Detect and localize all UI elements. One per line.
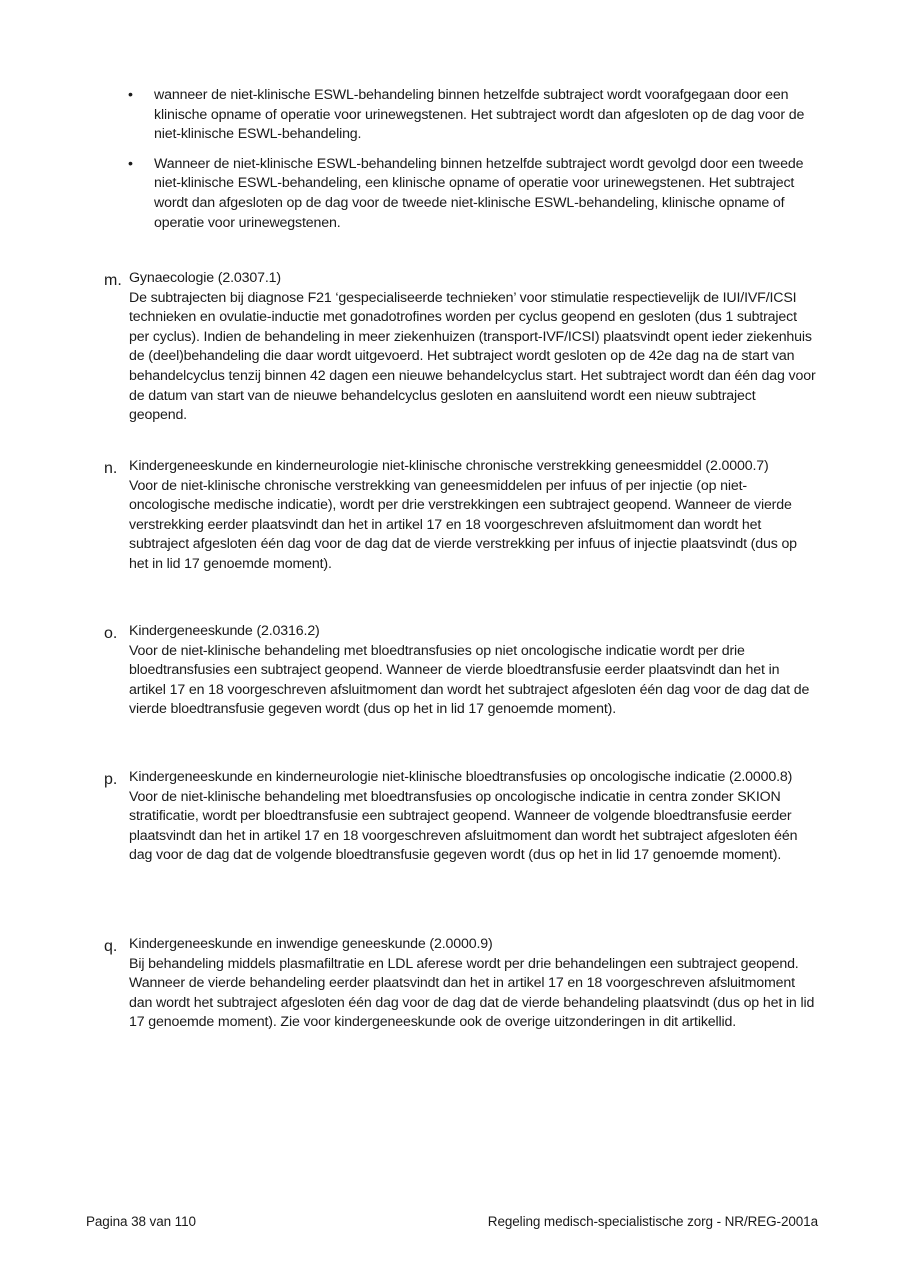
section-body: De subtrajecten bij diagnose F21 ‘gespecialiseerde technieken’ voor stimulatie respectievelijk de IUI/IVF/ICSI technieken en ovulatie-inductie met gonadotrofines worden per cyclus geopend en gesloten (dus 1 subtraject per cyclus). Indien de behandeling in meer ziekenhuizen (transport-IVF/ICSI) plaatsvindt opent ieder ziekenhuis de (deel)behandeling die daar wordt uitgevoerd. Het subtraject wordt gesloten op de 42e dag na de start van behandelcyclus tenzij binnen 42 dagen een nieuwe behandelcyclus start. Het subtraject wordt dan één dag voor de datum van start van de nieuwe behandelcyclus gesloten en aansluitend wordt een nieuw subtraject geopend.	[129, 289, 816, 424]
bullet-icon: •	[128, 87, 133, 103]
bullet-item	[128, 86, 808, 145]
section-n	[104, 457, 816, 575]
section-m	[104, 269, 816, 426]
section-title: Kindergeneeskunde en inwendige geneeskunde (2.0000.9)	[129, 936, 493, 952]
section-letter: m.	[104, 272, 122, 289]
section-body: Voor de niet-klinische behandeling met bloedtransfusies op oncologische indicatie in centra zonder SKION stratificatie, wordt per bloedtransfusie een subtraject geopend. Wanneer de volgende bloedtransfusie eerder plaatsvindt dan het in artikel 17 en 18 voorgeschreven afsluitmoment dan wordt het subtraject afgesloten één dag voor de dag dat de volgende bloedtransfusie gegeven wordt (dus op het in lid 17 genoemde moment).	[129, 788, 798, 864]
section-title: Kindergeneeskunde (2.0316.2)	[129, 623, 320, 639]
section-body: Bij behandeling middels plasmafiltratie en LDL aferese wordt per drie behandelingen een subtraject geopend. Wanneer de vierde behandeling eerder plaatsvindt dan het in artikel 17 en 18 voorgeschreven afsluitmoment dan wordt het subtraject afgesloten één dag voor de dag dat de vierde behandeling plaatsvindt (dus op het in lid 17 genoemde moment). Zie voor kindergeneeskunde ook de overige uitzonderingen in dit artikellid.	[129, 955, 815, 1031]
bullet-item	[128, 155, 808, 233]
section-body: Voor de niet-klinische behandeling met bloedtransfusies op niet oncologische indicatie wordt per drie bloedtransfusies een subtraject geopend. Wanneer de vierde bloedtransfusie eerder plaatsvindt dan het in artikel 17 en 18 voorgeschreven afsluitmoment dan wordt het subtraject afgesloten één dag voor de dag dat de vierde bloedtransfusie gegeven wordt (dus op het in lid 17 genoemde moment).	[129, 642, 810, 718]
bullet-icon: •	[128, 155, 133, 172]
section-p	[104, 768, 816, 866]
bullet-text: wanneer de niet-klinische ESWL-behandeling binnen hetzelfde subtraject wordt voorafgegaan door een klinische opname of operatie voor urinewegstenen. Het subtraject wordt dan afgesloten op de dag voor de niet-klinische ESWL-behandeling.	[154, 87, 805, 143]
section-letter: q.	[104, 938, 118, 955]
section-title: Kindergeneeskunde en kinderneurologie niet-klinische chronische verstrekking geneesmiddel (2.0000.7)	[129, 458, 769, 474]
bullet-text: Wanneer de niet-klinische ESWL-behandeling binnen hetzelfde subtraject wordt gevolgd door een tweede niet-klinische ESWL-behandeling, een klinische opname of operatie voor urinewegstenen. Het subtraject wordt dan afgesloten op de dag voor de tweede niet-klinische ESWL-behandeling, klinische opname of operatie voor urinewegstenen.	[154, 155, 804, 231]
section-title: Kindergeneeskunde en kinderneurologie niet-klinische bloedtransfusies op oncologische indicatie (2.0000.8)	[129, 769, 793, 785]
section-q	[104, 935, 816, 1033]
section-letter: p.	[104, 771, 118, 788]
section-title: Gynaecologie (2.0307.1)	[129, 270, 281, 286]
section-body: Voor de niet-klinische chronische verstrekking van geneesmiddelen per infuus of per injectie (op niet-oncologische medische indicatie), wordt per drie verstrekkingen een subtraject geopend. Wanneer de vierde verstrekking eerder plaatsvindt dan het in artikel 17 en 18 voorgeschreven afsluitmoment dan wordt het subtraject afgesloten één dag voor de dag dat de vierde verstrekking per infuus of injectie plaatsvindt (dus op het in lid 17 genoemde moment).	[129, 477, 797, 572]
document-reference: Regeling medisch-specialistische zorg - NR/REG-2001a	[487, 1214, 818, 1229]
section-letter: n.	[104, 460, 118, 477]
bullet-list	[128, 86, 808, 243]
page-number: Pagina 38 van 110	[86, 1214, 196, 1229]
section-letter: o.	[104, 625, 118, 642]
section-o	[104, 622, 816, 720]
